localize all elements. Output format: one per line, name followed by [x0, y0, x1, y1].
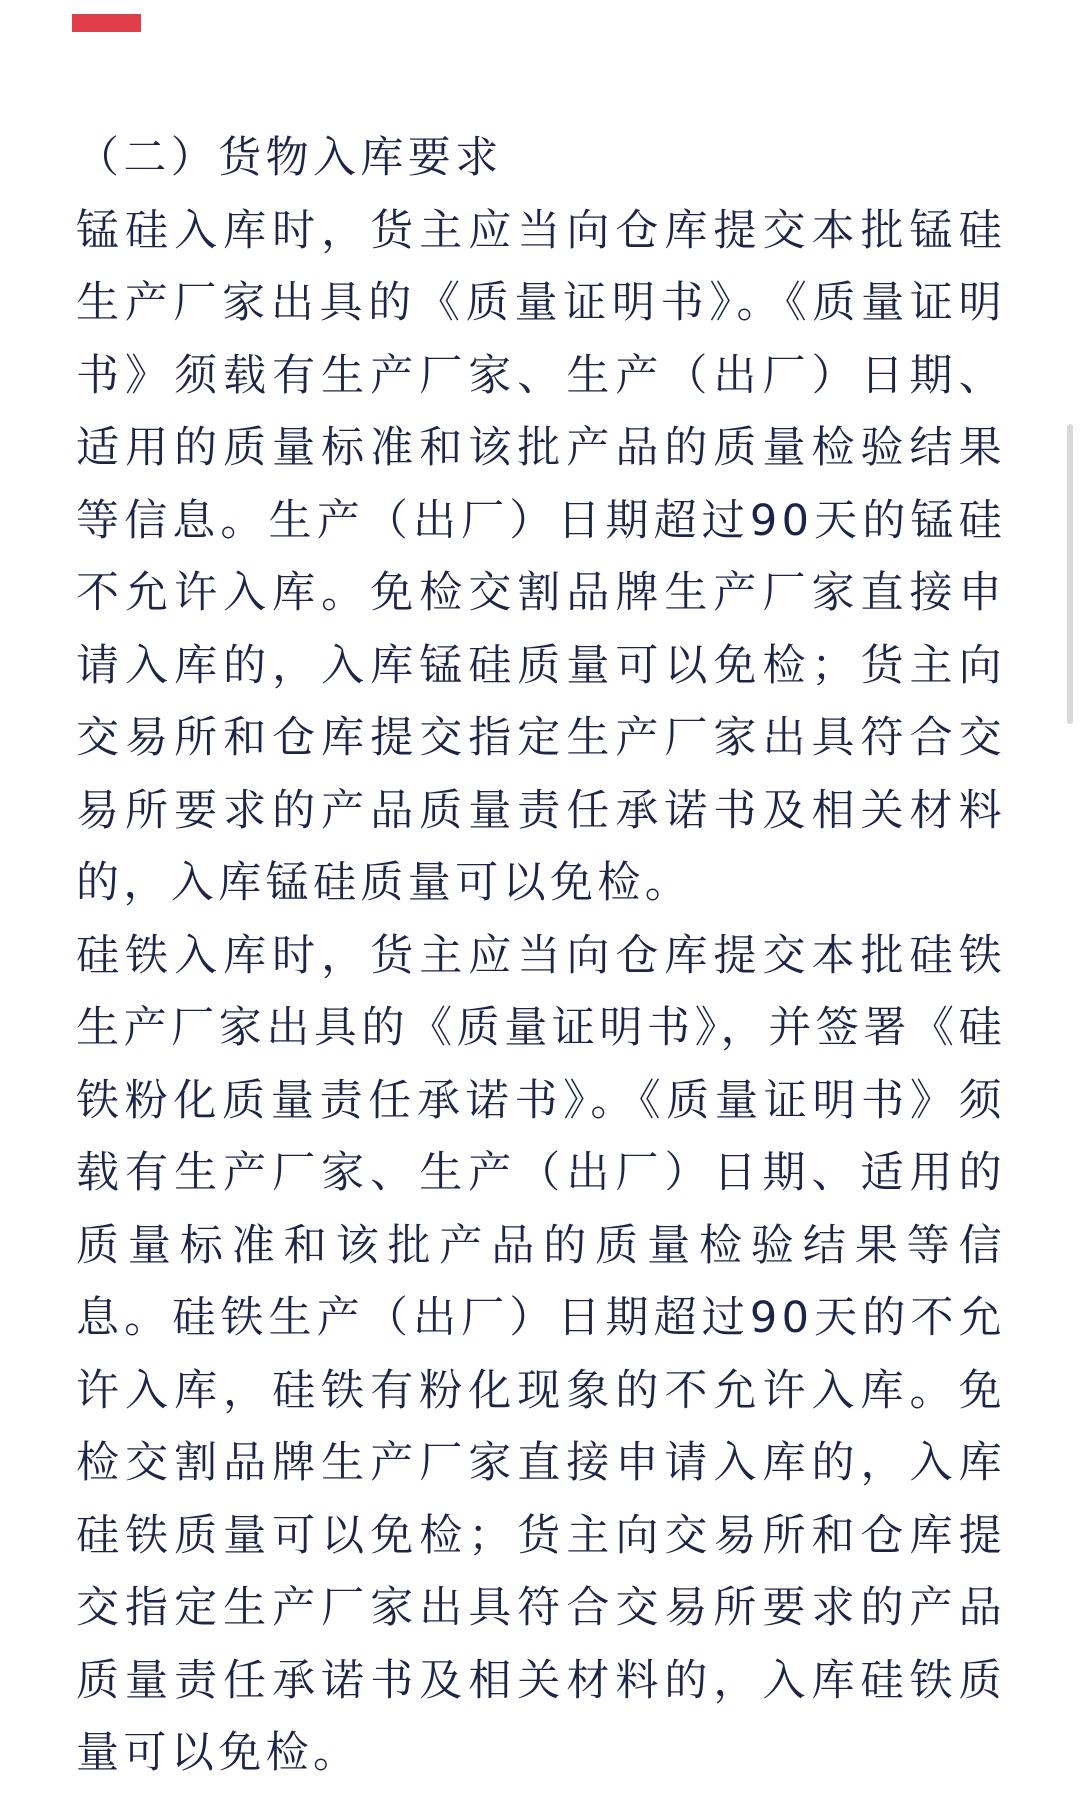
article-content — [76, 122, 1006, 1790]
paragraph-mnsi: 锰硅入库时，货主应当向仓库提交本批锰硅生产厂家出具的《质量证明书》。《质量证明书》须载有生产厂家、生产（出厂）日期、适用的质量标准和该批产品的质量检验结果等信息。生产（出厂）日期超过90天的锰硅不允许入库。免检交割品牌生产厂家直接申请入库的，入库锰硅质量可以免检；货主向交易所和仓库提交指定生产厂家出具符合交易所要求的产品质量责任承诺书及相关材料的，入库锰硅质量可以免检。 — [76, 205, 1006, 908]
accent-bar — [72, 14, 141, 32]
paragraph-fesi: 硅铁入库时，货主应当向仓库提交本批硅铁生产厂家出具的《质量证明书》，并签署《硅铁粉化质量责任承诺书》。《质量证明书》须载有生产厂家、生产（出厂）日期、适用的质量标准和该批产品的质量检验结果等信息。硅铁生产（出厂）日期超过90天的不允许入库，硅铁有粉化现象的不允许入库。免检交割品牌生产厂家直接申请入库的，入库硅铁质量可以免检；货主向交易所和仓库提交指定生产厂家出具符合交易所要求的产品质量责任承诺书及相关材料的，入库硅铁质量可以免检。 — [76, 930, 1006, 1778]
scrollbar-thumb[interactable] — [1067, 424, 1073, 724]
vertical-scrollbar[interactable] — [1064, 0, 1076, 1820]
section-title: （二）货物入库要求 — [76, 133, 503, 183]
